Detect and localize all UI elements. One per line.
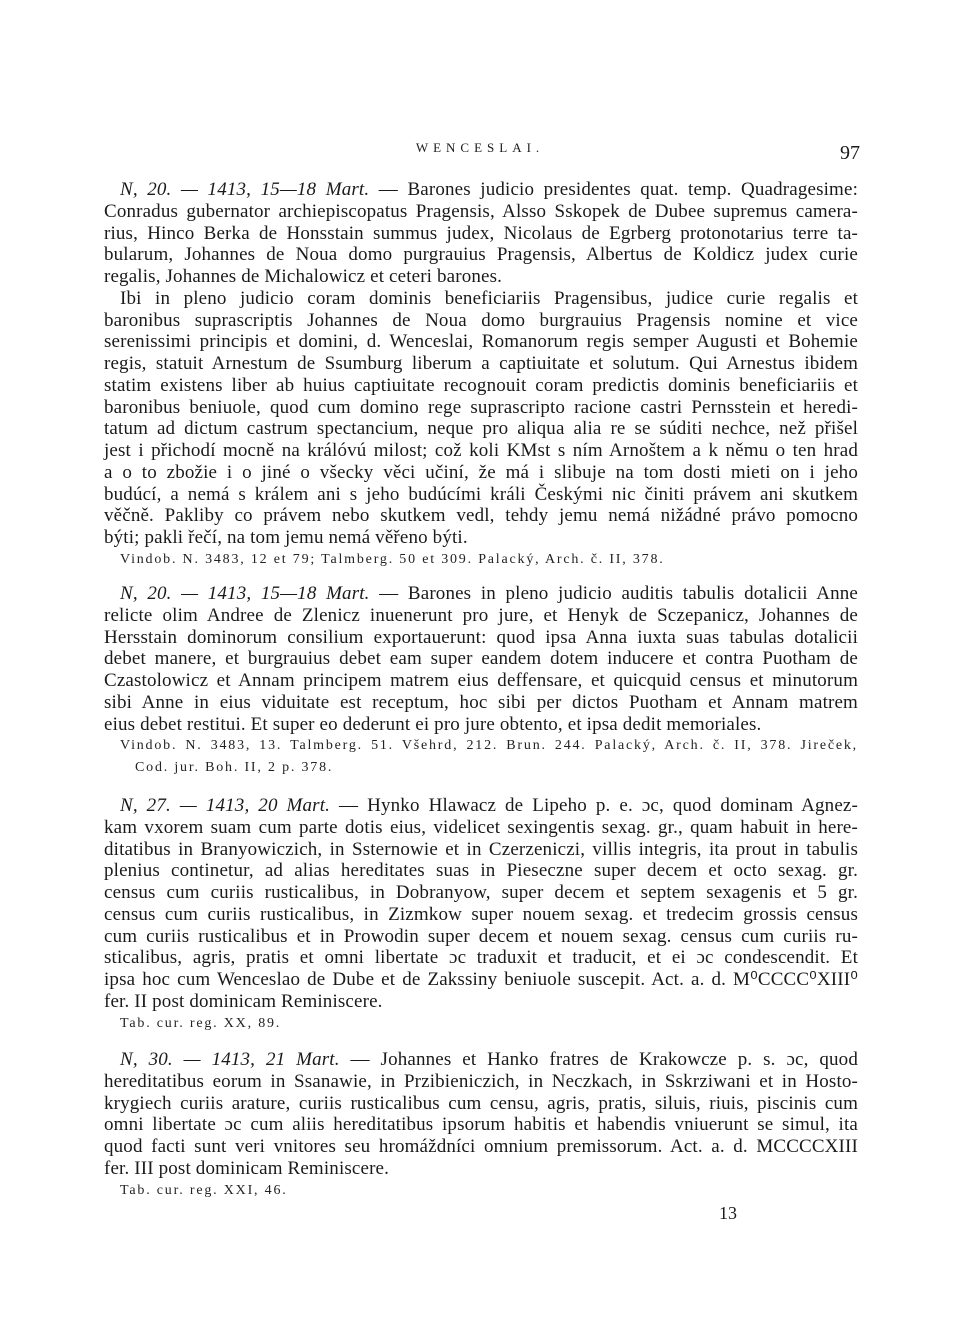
register-entry <box>104 795 858 1034</box>
entry-date: N, 20. — 1413, 15—18 Mart. <box>120 179 370 200</box>
text-line: Ibi in pleno judicio coram dominis beneficiariis Pragensibus, judice curie regalis et <box>120 287 858 309</box>
text-line <box>104 583 858 605</box>
text-line: tatum ad dictum castrum spectancium, neque pro aliqua alia re se súditi nechce, než přišel <box>104 418 858 440</box>
text-line: census cum curiis rusticalibus, in Zizmkow super nouem sexag. et tredecim grossis census <box>104 903 858 925</box>
text-line: a o to zbožie i o jiné o všecky věci učiní, že má i slibuje na tom dosti mieti on i jeho <box>104 461 858 483</box>
register-entry <box>104 583 858 778</box>
text-line: serenissimi principis et domini, d. Wenceslai, Romanorum regis semper Augusti et Bohemie <box>104 331 858 353</box>
register-entry <box>104 1049 858 1201</box>
source-citation <box>104 1180 858 1202</box>
text-line: quod facti sunt veri vnitores seu hromáždníci omnium premissorum. Act. a. d. MCCCCXIII <box>104 1136 858 1157</box>
text-line: budúcí, a nemá s králem ani s jeho budúcími králi Českými nic činiti právem ani skutkem <box>104 483 858 505</box>
text-line: baronibus beniuole, quod cum domino rege suprascripto racione castri Pernsstein et heredi- <box>104 396 858 418</box>
text-line: býti; pakli řečí, na tom jemu nemá věřeno býti. <box>104 527 468 548</box>
text-line <box>104 1049 858 1071</box>
text-line: Conradus gubernator archiepiscopatus Pragensis, Alsso Sskopek de Dubee supremus camera- <box>104 200 858 222</box>
text-line: relicte olim Andree de Zlenicz inuenerunt pro jure, et Henyk de Sczepanicz, Johannes de <box>104 604 858 626</box>
text-line <box>104 179 858 201</box>
entry-date: N, 30. — 1413, 21 Mart. <box>120 1049 340 1070</box>
text-line: fer. III post dominicam Reminiscere. <box>104 1157 390 1179</box>
text-run: — Barones judicio presidentes quat. temp. Quadragesime: <box>378 179 858 200</box>
source-line: Tab. cur. reg. XXI, 46. <box>120 1182 288 1198</box>
source-line: Vindob. N. 3483, 13. Talmberg. 51. Všehrd, 212. Brun. 244. Palacký, Arch. č. II, 378. Jireček, <box>120 738 858 754</box>
paragraph <box>104 288 858 549</box>
text-line: cum curiis rusticalibus et in Prowodin super decem et nouem sexag. census cum curiis ru- <box>104 925 858 947</box>
text-line: sticalibus, agris, pratis et omni libertate ɔc traduxit et traducit, et ei ɔc condescendit. Et <box>104 947 858 969</box>
entry-date: N, 27. — 1413, 20 Mart. <box>120 795 331 816</box>
running-head: WENCESLAI. <box>415 140 545 155</box>
text-line: plenius continetur, ad alias hereditates suas in Pieseczne super decem et octo sexag. gr. <box>104 860 858 882</box>
text-run: — Hynko Hlawacz de Lipeho p. e. ɔc, quod dominam Agnez- <box>339 795 858 816</box>
source-citation <box>104 549 858 571</box>
text-line: hereditatibus eorum in Ssanawie, in Przibieniczich, in Neczkach, in Sskrziwani et in Hosto- <box>104 1070 858 1092</box>
text-line: baronibus suprascriptis Johannes de Noua domo burgrauius Pragensis nomine et vice <box>104 309 858 331</box>
text-line: fer. II post dominicam Reminiscere. <box>104 990 383 1012</box>
text-line: regis, statuit Arnestum de Ssumburg liberum a captiuitate et solutum. Qui Arnestus ibidem <box>104 353 858 374</box>
text-line: census cum curiis rusticalibus, in Dobranyow, super decem et septem sexagenis et 5 gr. <box>104 882 858 903</box>
text-line <box>104 795 858 817</box>
text-run: — Johannes et Hanko fratres de Krakowcze p. s. ɔc, quod <box>350 1049 858 1070</box>
paragraph <box>104 795 858 1013</box>
text-run: — Barones in pleno judicio auditis tabulis dotalicii Anne <box>379 583 858 604</box>
paragraph <box>104 179 858 288</box>
text-line: statim existens liber ab huius captiuitate recognouit coram predictis dominis beneficiariis et <box>104 374 858 396</box>
text-line: Czastolowicz et Annam principem matrem eius deffensare, et quicquid census et minutorum <box>104 670 858 691</box>
page-number: 97 <box>840 142 860 164</box>
text-line: rius, Hinco Berka de Honsstain summus judex, Nicolaus de Egrberg protonotarius terre ta- <box>104 222 858 244</box>
register-entry <box>104 179 858 570</box>
signature-mark: 13 <box>719 1203 737 1223</box>
text-line: krygiech curiis arature, curiis rusticalibus cum censu, agris, pratis, siluis, riuis, piscinis cum <box>104 1092 858 1114</box>
text-line: regalis, Johannes de Michalowicz et ceteri barones. <box>104 266 503 287</box>
text-line: věčně. Pakliby co právem nebo skutkem vedl, tehdy jemu nemá nižádné právo pomocno <box>104 505 858 527</box>
text-line: sibi Anne in eius viduitate est receptum, hoc sibi per dictos Puotham et Annam matrem <box>104 691 858 713</box>
text-line: bularum, Johannes de Noua domo purgrauius Pragensis, Albertus de Koldicz judex curie <box>104 244 858 266</box>
paragraph <box>104 1049 858 1180</box>
text-line: eius debet restitui. Et super eo dederunt ei pro jure obtento, et ipsa dedit memoriales. <box>104 713 762 735</box>
source-line: Cod. jur. Boh. II, 2 p. 378. <box>135 759 334 775</box>
source-line: Tab. cur. reg. XX, 89. <box>120 1015 282 1031</box>
source-citation <box>104 1013 858 1035</box>
text-line: omni libertate ɔc cum aliis hereditatibus ipsorum habitis et habendis vniuerunt se simul, ita <box>104 1114 858 1136</box>
text-line: debet manere, et burgrauius debet eam super eandem dotem inducere et contra Puotham de <box>104 648 858 670</box>
text-line: ipsa hoc cum Wenceslao de Dube et de Zakssiny beniuole suscepit. Act. a. d. M⁰CCCC⁰XIII⁰ <box>104 969 858 990</box>
entry-date: N, 20. — 1413, 15—18 Mart. <box>120 583 370 604</box>
text-line: jest i přichodí mocně na králóvú milost; což koli KMst s ním Arnoštem a k němu o ten hrad <box>104 440 858 461</box>
text-line: ditatibus in Branyowiczich, in Ssternowie et in Czerzeniczi, villis integris, ita prout in tabulis <box>104 838 858 860</box>
source-citation <box>104 735 858 778</box>
text-line: kam vxorem suam cum parte dotis eius, videlicet sexingentis sexag. gr., quam habuit in here- <box>104 816 858 838</box>
paragraph <box>104 583 858 735</box>
source-line: Vindob. N. 3483, 12 et 79; Talmberg. 50 et 309. Palacký, Arch. č. II, 378. <box>120 551 665 567</box>
text-line: Hersstain dominorum consilium exportauerunt: quod ipsa Anna iuxta suas tabulas dotalicii <box>104 626 858 648</box>
